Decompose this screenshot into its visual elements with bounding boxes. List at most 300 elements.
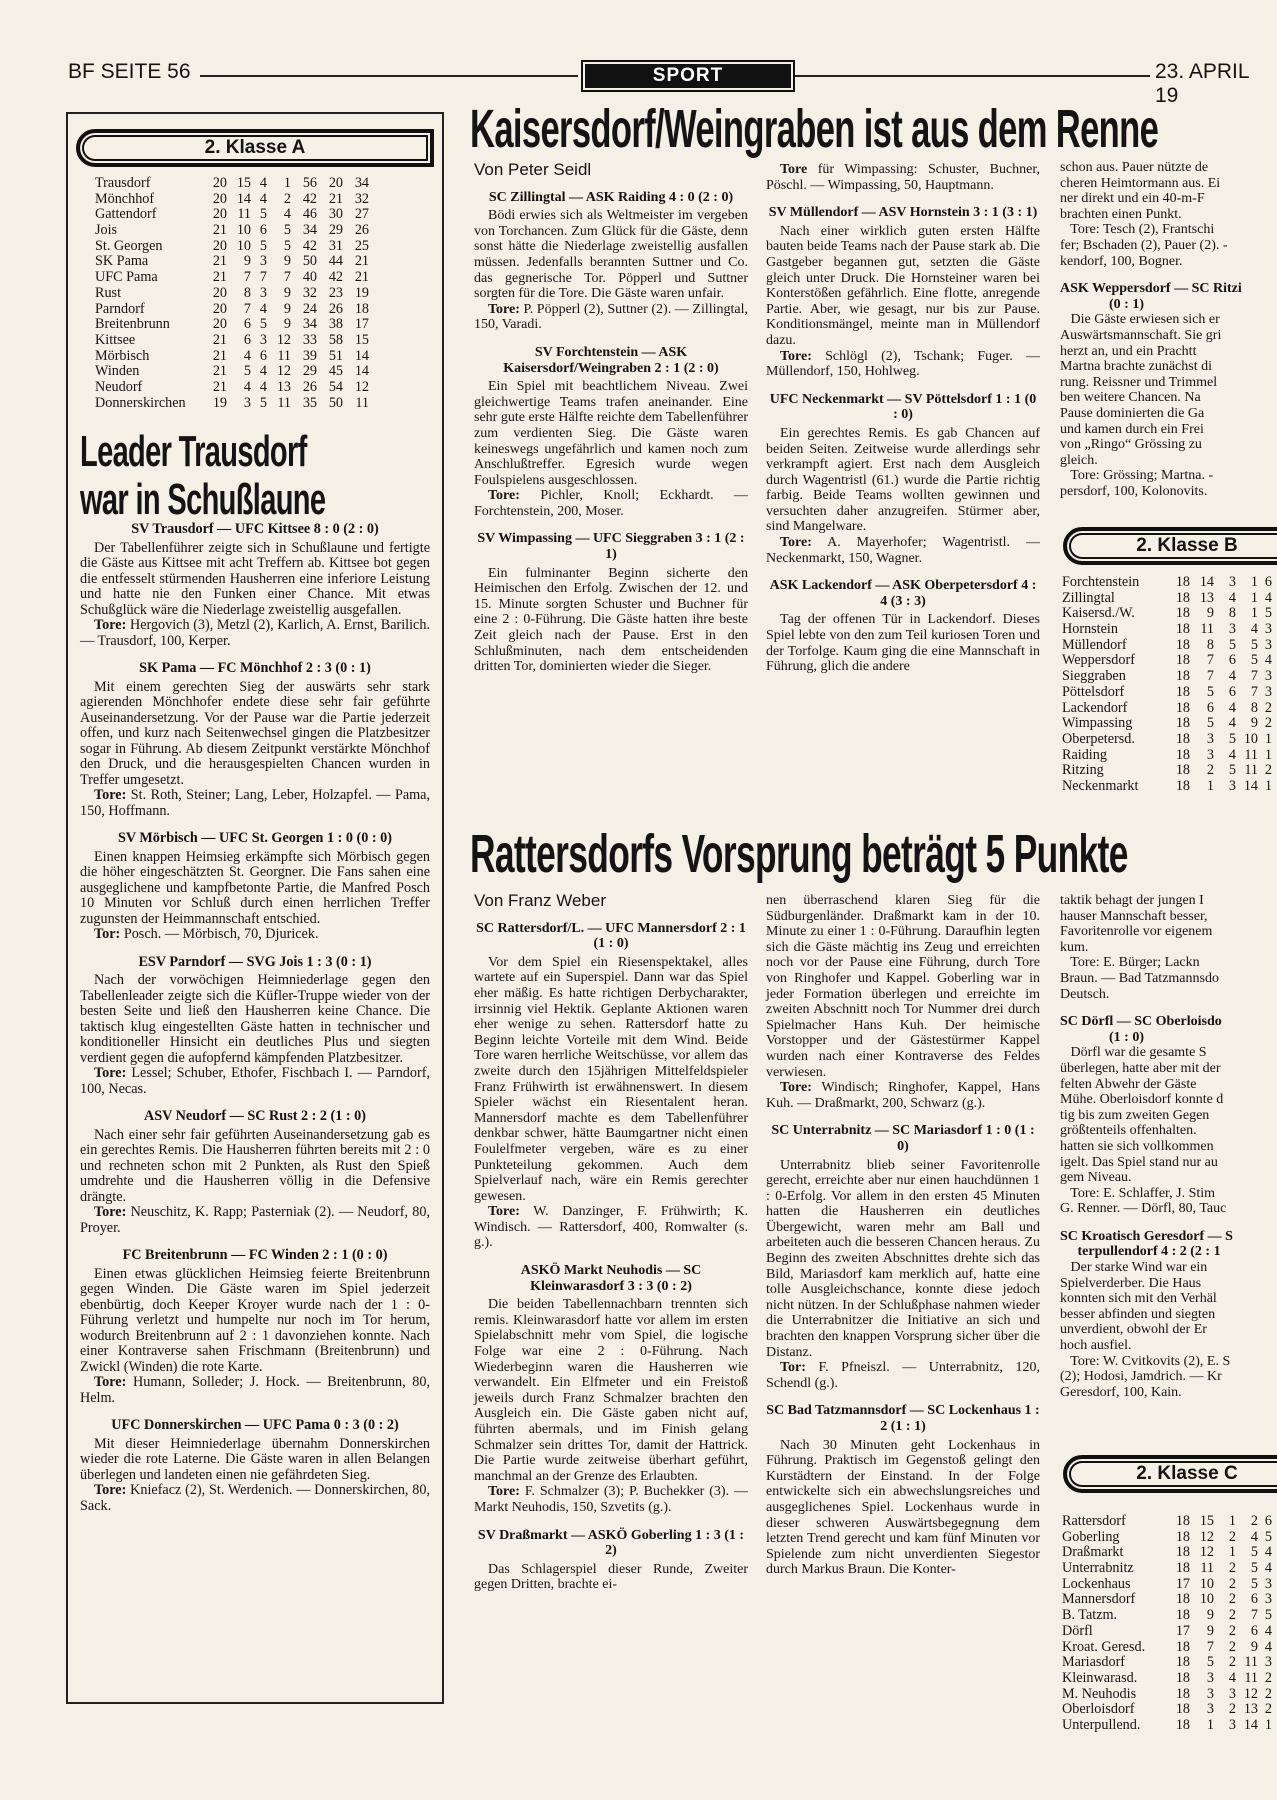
article-line: tig bis zum zweiten Gegen [1060,1107,1210,1123]
match-heading: SC Bad Tatzmannsdorf — SC Lockenhaus 1 : 2 (1 : 1) [766,1403,1040,1434]
team-name: Mönchhof [95,190,155,207]
article-text: Nach einer wirklich guten ersten Hälfte bauten beide Teams nach der Pause stark ab. Die Gastgeber begannen gut, setzten die Gäste gleich unter Druck. Die Hornsteiner waren bei Konterstößen gefährlich. Eine flotte, anregende Partie. Aber, wie gesagt, nur bis zur Pause. Konditionsmängel, meinte man in Müllendorf dazu. [766,223,1040,348]
table-stat: 15 [1199,1513,1214,1529]
klasse-a-table [95,176,369,411]
table-row [1062,1624,1272,1640]
table-stat: 38 [328,316,343,333]
goal-scorers-label: Tore: [780,535,812,551]
table-stat: 3 [1206,1701,1214,1718]
team-name: St. Georgen [95,237,163,254]
table-row [1062,1687,1272,1703]
table-stat: 1 [283,175,291,191]
table-stat: 17 [1175,1575,1190,1592]
team-name: Mörbisch [95,347,150,364]
match-heading: SC Kroatisch Geresdorf — S [1060,1228,1233,1244]
article-text: Nach der vorwöchigen Heimniederlage gegen den Tabellenleader zeigte sich die Küfler-Truppe wieder von der besten Seite und ließ den Hausherren keine Chance. Die taktisch klug eingestellten Gäste hatten in technischer und konditioneller Hinsicht ein deutliches Plus und siegten verdient gegen die aufopfernd kämpfenden Platzbesitzer. [80,972,430,1066]
table-stat: 18 [1175,574,1190,590]
table-stat: 18 [1175,699,1190,716]
table-stat: 26 [328,300,343,317]
klasse-a-banner: 2. Klasse A [76,129,434,167]
table-stat: 4 [243,378,251,395]
article-text: Tag der offenen Tür in Lackendorf. Dieses Spiel lebte von den zum Teil kuriosen Toren und der Torfolge. Kaum ging die eine Mannschaft in Führung, glich die andere [766,612,1040,675]
team-name: Kittsee [95,331,136,348]
table-stat: 11 [1200,621,1214,638]
article-text: Nach 30 Minuten geht Lockenhaus in Führung. Praktisch im Gegenstoß gelingt den Kurstädtern der Einstand. In der Folge entwickelte sich ein abwechslungsreiches und ausgeglichenes Spiel. Lockenhaus wurde in dieser schweren Auswärtsbegegnung dem letzten Trend gerecht und kam fünf Minuten vor Spielende zum nicht unverdienten Siegestor durch Markus Braun. Die Konter- [766,1437,1040,1578]
goal-scorers-text: Hergovich (3), Metzl (2), Karlich, A. Ernst, Barilich. — Trausdorf, 100, Kerper. [80,617,430,649]
table-row [1062,1577,1272,1593]
table-stat: 8 [243,284,251,301]
table-stat: 7 [1250,668,1258,685]
team-name: Zillingtal [1062,589,1115,606]
article-line: Pause dominierten die Ga [1060,405,1205,421]
article-text: Einen etwas glücklichen Heimsieg feierte Breitenbrunn gegen Winden. Die Gäste waren im Spiel jederzeit ebenbürtig, doch Keeper Kroyer wurde nach der 1 : 0-Führung verletzt und humpelte nur noch im Tor herum, wodurch Breitenbrunn auf 2 : 1 davonziehen konnte. Nach einer Kontraverse sahen Frischmann (Breitenbrunn) und Zwickl (Winden) die rote Karte. [80,1265,430,1375]
table-stat: 9 [243,253,251,270]
article-text: nen überraschend klaren Sieg für die Südburgenländer. Draßmarkt kam in der 10. Minute zu einer 1 : 0-Führung. Daraufhin legten sich die Gäste mächtig ins Zeug und erreichten noch vor der Pause eine Führung, durch Tore von Ringhofer und Kappel. Goberling war in jeder Formation überlegen und erreichte im zweiten Abschnitt noch Tor Nummer drei durch Spielmacher Hans Kuh. Der heimische Vorstopper und der Gästestürmer Kappel wurden nach einer Kontraverse des Feldes verwiesen. [766,893,1040,1080]
table-stat: 7 [1206,668,1214,685]
table-stat: 4 [259,300,267,317]
table-stat: 5 [1228,762,1236,779]
article-text: Mit einem gerechten Sieg der auswärts sehr stark agierenden Mönchhofer endete diese sehr fair geführte Auseinandersetzung. Vor der Pause war die Partie jederzeit offen, und kurz nach Seitenwechsel gingen die Platzbesitzer sogar in Führung. Ab diesem Zeitpunkt verstärkte Mönchhof den Druck, und die herausgespielten Chancen wurden in Treffer umgesetzt. [80,678,430,788]
table-stat: 9 [1250,1638,1258,1655]
article-line: unverdient, obwohl der Er [1060,1322,1207,1338]
goal-scorers-label: Tor: [94,926,121,942]
table-row [1062,701,1272,717]
goal-scorers-label: Tore: [94,617,127,633]
table-stat: 4 [259,190,267,207]
article-line: besser abfinden und siegten [1060,1306,1216,1322]
table-stat: 18 [1175,605,1190,622]
goal-scorers [766,162,1040,193]
table-stat: 20 [212,300,227,317]
match-heading: ASV Neudorf — SC Rust 2 : 2 (1 : 0) [143,1108,366,1124]
table-stat: 12 [1199,1528,1214,1545]
table-stat: 35 [302,394,317,411]
table-stat: 6 [243,316,251,333]
story2-headline: Rattersdorfs Vorsprung beträgt 5 Punkte [470,824,1128,884]
article-line: hauser Mannschaft besser, [1060,908,1208,924]
table-stat: 3 [1264,683,1272,700]
table-stat: 3 [1206,730,1214,747]
table-stat: 7 [243,300,251,317]
table-stat: 5 [1250,1575,1258,1592]
table-stat: 3 [1264,636,1272,653]
team-name: Kaisersd./W. [1062,605,1135,622]
goal-scorers-text: Humann, Solleder; J. Hock. — Breitenbrunn, 80, Helm. [80,1374,430,1406]
table-stat: 18 [1175,636,1190,653]
goal-scorers-label: Tore [780,162,808,177]
goal-scorers-label: Tore: [780,1080,812,1096]
table-stat: 3 [1264,668,1272,685]
goal-scorers-text: St. Roth, Steiner; Lang, Leber, Holzapfel. — Pama, 150, Hoffmann. [80,787,431,819]
table-stat: 21 [354,253,369,270]
match-heading: UFC Neckenmarkt — SV Pöttelsdorf 1 : 1 (0 : 0) [769,391,1037,423]
goal-scorers-text: Posch. — Mörbisch, 70, Djuricek. [123,926,319,942]
table-stat: 18 [1175,652,1190,669]
table-stat: 5 [259,237,267,254]
table-row [1062,606,1272,622]
team-name: Pöttelsdorf [1062,683,1125,700]
table-stat: 2 [1228,1607,1236,1624]
team-name: UFC Pama [95,269,158,286]
article-line: und kamen durch ein Frei [1060,421,1204,437]
table-stat: 2 [1228,1701,1236,1718]
team-name: Draßmarkt [1062,1544,1124,1561]
team-name: Lackendorf [1062,699,1128,716]
table-stat: 26 [302,378,317,395]
goal-scorers-label: Tore: [94,1065,127,1081]
table-stat: 3 [1264,1575,1272,1592]
table-row [1062,1655,1272,1671]
table-stat: 18 [1175,746,1190,763]
table-stat: 20 [212,190,227,207]
table-stat: 11 [1244,762,1258,779]
table-row [1062,732,1272,748]
table-stat: 29 [328,222,343,239]
table-stat: 18 [1175,1701,1190,1718]
table-stat: 18 [1175,777,1190,794]
match-heading: ASKÖ Markt Neuhodis — SC Kleinwarasdorf 3 : 3 (0 : 2) [520,1263,702,1294]
table-stat: 18 [1175,1513,1190,1529]
article-text: Ein gerechtes Remis. Es gab Chancen auf beiden Seiten. Zeitweise wurde allerdings sehr verkrampft agiert. Erst nach dem Ausgleich durch Wagentristl (61.) wurde die Partie richtig farbig. Beide Teams wollten gewinnen und versuchten daher anzugreifen. Stürmer aber, sind Mangelware. [766,425,1040,535]
table-stat: 26 [354,222,369,239]
team-name: Jois [95,222,118,239]
table-stat: 2 [1228,1560,1236,1577]
table-stat: 46 [302,206,317,223]
table-stat: 31 [328,237,343,254]
table-stat: 5 [259,206,267,223]
team-name: Mannersdorf [1062,1591,1136,1608]
table-stat: 6 [243,331,251,348]
table-stat: 21 [212,378,227,395]
table-stat: 2 [1264,699,1272,716]
table-row [1062,1514,1272,1530]
table-stat: 11 [237,206,251,223]
table-stat: 14 [1243,1716,1258,1733]
article-line: gleich. [1060,452,1098,468]
table-stat: 9 [1250,715,1258,732]
table-row [1062,763,1272,779]
article-line: hatten sie sich vollkommen [1060,1138,1214,1154]
goal-scorers [474,488,748,519]
article-text: Die beiden Tabellennachbarn trennten sich remis. Kleinwarasdorf hatte vor allem im ersten Spielabschnitt mehr vom Spiel, die logische Folge war eine 2 : 0-Führung. Nach Wiederbeginn waren die Hausherren wie verwandelt. Ein Elfmeter und ein Freistoß jeweils durch Franz Schmalzer brachten den Ausgleich ein. Die Gäste gaben nicht auf, führten abermals, und im Finish gelang Schmalzer sein drittes Tor, damit der Hattrick. Die Partie wurde zeitweise überhart geführt, manchmal an der Grenze des Erlaubten. [474,1297,748,1484]
table-stat: 9 [283,300,291,317]
team-name: Kroat. Geresd. [1062,1638,1146,1655]
table-stat: 3 [1228,1716,1236,1733]
table-stat: 6 [1228,683,1236,700]
table-stat: 10 [1199,1575,1214,1592]
table-row [95,192,369,208]
team-name: Oberloisdorf [1062,1701,1135,1718]
article-text: Ein fulminanter Beginn sicherte den Heimischen den Erfolg. Zwischen der 12. und 15. Minute sorgten Schuster und Buchner für eine 2 : 0-Führung. Die Gäste hatten ihre beste Zeit gleich nach der Pause. Erst in den Schlußminuten, nach dem entscheidenden dritten Tor, dominierten wieder die Sieger. [474,565,748,675]
team-name: B. Tatzm. [1062,1607,1118,1624]
table-stat: 2 [1228,1591,1236,1608]
table-stat: 9 [283,316,291,333]
table-stat: 7 [1206,1638,1214,1655]
table-stat: 4 [1264,652,1272,669]
goal-scorers-text: Windisch; Ringhofer, Kappel, Hans Kuh. — Draßmarkt, 200, Schwarz (g.). [766,1080,1041,1111]
team-name: Lockenhaus [1062,1575,1131,1592]
table-stat: 7 [1250,683,1258,700]
table-stat: 23 [328,284,343,301]
table-stat: 8 [1228,605,1236,622]
table-row [1062,1592,1272,1608]
article-text: Nach einer sehr fair geführten Auseinandersetzung gab es ein gerechtes Remis. Die Hausherren führten bereits mit 2 : 0 und rechneten schon mit 2 Punkten, als Rust den Spieß umdrehte und die Hausherren völlig in die Defensive drängte. [80,1126,430,1205]
table-stat: 20 [212,175,227,191]
table-stat: 2 [1228,1638,1236,1655]
table-row [95,380,369,396]
table-row [1062,779,1272,795]
story2-column-3 [1060,893,1277,1400]
goal-scorers-text: F. Schmalzer (3); P. Buchekker (3). — Markt Neuhodis, 150, Szvetits (g.). [474,1484,748,1515]
goal-scorers-text: für Wimpassing: Schuster, Buchner, Pöschl. — Wimpassing, 50, Hauptmann. [766,162,1040,193]
left-headline [80,428,325,524]
table-stat: 1 [1206,1716,1214,1733]
table-stat: 2 [1228,1528,1236,1545]
goal-scorers [766,349,1040,380]
table-stat: 4 [1264,1560,1272,1577]
article-line: Tore: Tesch (2), Frantschi [1060,222,1215,238]
article-line: persdorf, 100, Kolonovits. [1060,483,1208,499]
team-name: Neudorf [95,378,143,395]
team-name: Goberling [1062,1528,1120,1545]
article-line: konnten sich mit den Verhäl [1060,1291,1217,1307]
table-stat: 4 [1228,668,1236,685]
table-stat: 20 [328,175,343,191]
goal-scorers [766,1360,1040,1391]
team-name: Parndorf [95,300,145,317]
table-stat: 42 [302,237,317,254]
klasse-c-table [1062,1514,1272,1734]
table-stat: 32 [354,190,369,207]
match-heading: SV Trausdorf — UFC Kittsee 8 : 0 (2 : 0) [131,521,379,537]
article-line: von „Ringo“ Grössing zu [1060,437,1202,453]
table-stat: 8 [1206,636,1214,653]
left-headline-line: war in Schußlaune [80,475,326,524]
klasse-b-table [1062,575,1272,795]
table-stat: 12 [276,363,291,380]
table-stat: 24 [302,300,317,317]
table-stat: 11 [1244,1654,1258,1671]
team-name: Forchtenstein [1062,574,1140,590]
match-heading: terpullendorf 4 : 2 (2 : 1 [1060,1244,1221,1260]
article-line: Geresdorf, 100, Kain. [1060,1384,1182,1400]
team-name: Sieggraben [1062,668,1126,685]
table-row [1062,591,1272,607]
table-row [1062,638,1272,654]
table-stat: 21 [212,269,227,286]
article-text: Unterrabnitz blieb seiner Favoritenrolle gerecht, erreichte aber nur einen hauchdünnen 1 : 0-Erfolg. Vor allem in den ersten 45 Minuten hatten die Hausherren ein deutliches Übergewicht, waren mehr am Ball und arbeiteten auch die besseren Chancen heraus. Zu Beginn des zweiten Abschnittes drehte sich das Bild, Mariasdorf kam merklich auf, hatte eine tolle Ausgleichschance, konnte diese jedoch nicht nützen. In der Schlußphase nahmen wieder die Unterrabnitzer die Initiative an sich und brachten den knappen Vorsprung sicher über die Distanz. [766,1157,1040,1360]
story1-column-1 [474,162,748,675]
table-stat: 13 [1243,1701,1258,1718]
article-line: Tore: W. Cvitkovits (2), E. S [1060,1353,1231,1369]
article-text: Das Schlagerspiel dieser Runde, Zweiter gegen Dritten, brachte ei- [474,1561,748,1593]
table-stat: 11 [355,394,369,411]
team-name: Donnerskirchen [95,394,186,411]
table-stat: 6 [1264,574,1272,590]
article-line: hoch ausfiel. [1060,1338,1132,1354]
article-line: taktik behagt der jungen I [1060,893,1204,908]
klasse-c-banner: 2. Klasse C [1063,1455,1277,1493]
table-stat: 6 [259,222,267,239]
team-name: Gattendorf [95,206,157,223]
table-stat: 3 [1228,574,1236,590]
match-heading: ESV Parndorf — SVG Jois 1 : 3 (0 : 1) [138,953,372,970]
table-stat: 21 [328,190,343,207]
table-stat: 3 [1264,621,1272,638]
table-stat: 42 [328,269,343,286]
table-row [1062,716,1272,732]
table-stat: 12 [354,378,369,395]
table-stat: 1 [1264,730,1272,747]
article-line: Dörfl war die gesamte S [1060,1045,1207,1061]
match-heading: SK Pama — FC Mönchhof 2 : 3 (0 : 1) [139,660,371,676]
team-name: Breitenbrunn [95,316,170,333]
table-stat: 11 [1244,746,1258,763]
table-stat: 5 [1264,1607,1272,1624]
table-stat: 12 [1199,1544,1214,1561]
article-line: Der starke Wind war ein [1060,1260,1208,1276]
table-stat: 18 [1175,1716,1190,1733]
table-stat: 34 [302,222,317,239]
table-stat: 9 [283,284,291,301]
goal-scorers-label: Tore: [488,1204,520,1220]
table-stat: 18 [1175,762,1190,779]
goal-scorers-text: Pichler, Knoll; Eckhardt. — Forchtenstein, 200, Moser. [474,488,749,519]
table-stat: 4 [259,378,267,395]
team-name: SK Pama [95,253,149,270]
table-stat: 12 [1243,1685,1258,1702]
table-stat: 13 [276,378,291,395]
table-stat: 6 [1264,1513,1272,1529]
table-stat: 3 [1228,1685,1236,1702]
goal-scorers-label: Tore: [94,1374,127,1390]
article-line: igelt. Das Spiel stand nur au [1060,1154,1218,1170]
table-row [95,396,369,412]
table-stat: 44 [328,253,343,270]
goal-scorers-label: Tor: [780,1360,806,1376]
goal-scorers-text: F. Pfneiszl. — Unterrabnitz, 120, Schendl (g.). [766,1360,1041,1391]
team-name: Hornstein [1062,621,1118,638]
table-stat: 51 [328,347,343,364]
table-stat: 20 [212,316,227,333]
article-line: Tore: Grössing; Martna. - [1060,468,1214,484]
team-name: Weppersdorf [1062,652,1135,669]
team-name: Rattersdorf [1062,1513,1126,1529]
table-stat: 27 [354,206,369,223]
table-stat: 42 [302,190,317,207]
table-row [95,223,369,239]
table-row [95,239,369,255]
section-label: SPORT [581,60,795,92]
goal-scorers [80,927,430,943]
article-line: herzt an, und ein Prachtt [1060,343,1197,359]
table-stat: 5 [1228,730,1236,747]
table-stat: 14 [354,363,369,380]
table-stat: 4 [1264,1544,1272,1561]
match-heading: SV Forchtenstein — ASK Kaisersdorf/Weingraben 2 : 1 (2 : 0) [503,344,719,376]
goal-scorers-text: P. Pöpperl (2), Suttner (2). — Zillingtal, 150, Varadi. [474,301,748,333]
goal-scorers-text: Neuschitz, K. Rapp; Pasterniak (2). — Neudorf, 80, Proyer. [80,1204,431,1236]
issue-date: 23. APRIL 19 [1155,60,1249,107]
team-name: Ritzing [1062,762,1104,779]
table-row [1062,685,1272,701]
table-stat: 2 [1264,1669,1272,1686]
goal-scorers-label: Tore: [780,348,812,364]
table-stat: 3 [259,331,267,348]
goal-scorers-label: Tore: [94,1204,127,1220]
table-stat: 2 [1250,1513,1258,1529]
table-stat: 21 [212,222,227,239]
article-line: Braun. — Bad Tatzmannsdo [1060,970,1219,986]
article-text: Einen knappen Heimsieg erkämpfte sich Mörbisch gegen die höher eingeschätzten St. Georgner. Die Fans sahen eine ausgeglichene und kampfbetonte Partie, die Manfred Posch 10 Minuten vor Schluß durch einen herrlichen Treffer zugunsten der Heimmannschaft entschied. [80,848,430,927]
article-line: fer; Bschaden (2), Pauer (2). - [1060,237,1228,253]
table-stat: 17 [1175,1622,1190,1639]
team-name: Trausdorf [95,175,151,191]
table-stat: 5 [1206,683,1214,700]
table-stat: 4 [1228,589,1236,606]
table-stat: 7 [1250,1607,1258,1624]
table-stat: 9 [1206,605,1214,622]
table-row [95,207,369,223]
table-stat: 5 [1250,652,1258,669]
match-heading: (0 : 1) [1060,296,1144,312]
goal-scorers-text: Kniefacz (2), St. Werdenich. — Donnerskirchen, 80, Sack. [80,1482,430,1514]
article-text: Mit dieser Heimniederlage übernahm Donnerskirchen wieder die rote Laterne. Die Gäste waren in allen Belangen überlegen und landeten einen nie gefährdeten Sieg. [80,1435,430,1483]
table-stat: 5 [283,237,291,254]
table-stat: 5 [1250,1560,1258,1577]
goal-scorers-label: Tore: [488,1484,520,1500]
story1-column-3 [1060,160,1277,499]
table-stat: 6 [1228,652,1236,669]
table-stat: 10 [1243,730,1258,747]
table-stat: 4 [1228,1669,1236,1686]
article-line: cheren Heimtormann aus. Ei [1060,175,1221,191]
table-stat: 4 [1228,715,1236,732]
table-stat: 30 [328,206,343,223]
table-stat: 21 [212,347,227,364]
byline: Von Franz Weber [474,891,606,910]
table-stat: 58 [328,331,343,348]
article-line: Tore: E. Schlaffer, J. Stim [1060,1185,1216,1201]
table-stat: 4 [259,175,267,191]
match-heading: SC Dörfl — SC Oberloisdo [1060,1014,1222,1030]
table-stat: 2 [1228,1654,1236,1671]
goal-scorers [80,788,430,819]
team-name: Kleinwarasd. [1062,1669,1138,1686]
match-heading: ASK Weppersdorf — SC Ritzi [1060,281,1242,297]
table-row [95,349,369,365]
table-stat: 54 [328,378,343,395]
match-heading: ASK Lackendorf — ASK Oberpetersdorf 4 : 4 (3 : 3) [769,578,1037,609]
table-stat: 1 [1264,1716,1272,1733]
table-stat: 18 [1175,1669,1190,1686]
table-stat: 34 [302,316,317,333]
table-stat: 20 [212,206,227,223]
table-row [1062,1545,1272,1561]
goal-scorers-text: W. Danzinger, F. Frühwirth; K. Windisch. — Rattersdorf, 400, Romwalter (s. g.). [474,1204,748,1251]
match-heading: SC Unterrabnitz — SC Mariasdorf 1 : 0 (1 : 0) [771,1123,1035,1154]
table-stat: 2 [1264,715,1272,732]
goal-scorers-text: A. Mayerhofer; Wagentristl. — Neckenmarkt, 150, Wagner. [766,535,1041,566]
table-stat: 3 [1228,621,1236,638]
table-stat: 2 [1228,1622,1236,1639]
table-stat: 1 [1250,605,1258,622]
story2-column-1 [474,893,748,1593]
match-heading: SV Müllendorf — ASV Hornstein 3 : 1 (3 : 1) [768,205,1038,221]
goal-scorers-label: Tore: [94,1482,127,1498]
table-stat: 2 [1264,762,1272,779]
table-stat: 1 [1250,574,1258,590]
